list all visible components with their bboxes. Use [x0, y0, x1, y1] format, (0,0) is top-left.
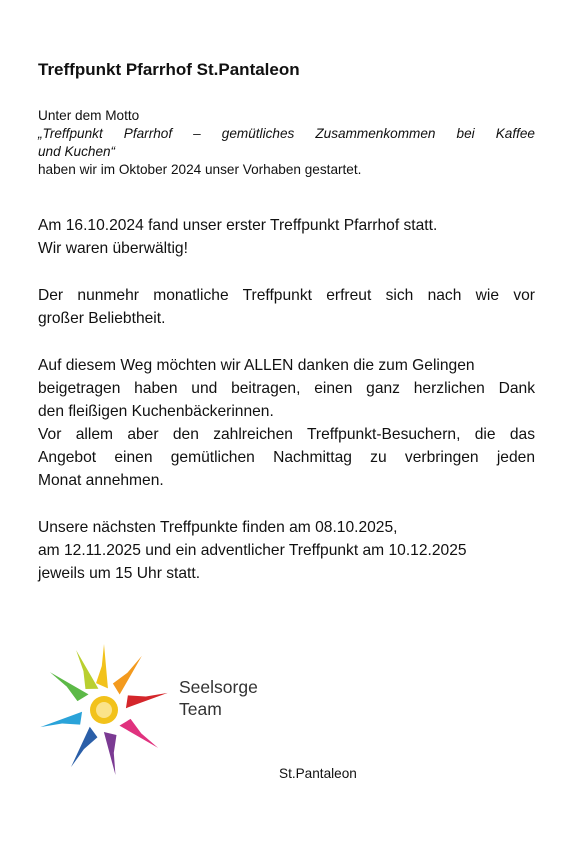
logo-text [179, 676, 258, 720]
logo-text-line: Team [179, 699, 222, 719]
place-name: St.Pantaleon [279, 766, 357, 781]
paragraph-line: Angebot einen gemütlichen Nachmittag zu verbringen jeden [38, 449, 535, 466]
paragraph-first-meeting [38, 214, 535, 260]
paragraph-line: großer Beliebtheit. [38, 310, 166, 327]
paragraph-next-dates [38, 516, 535, 585]
logo-ray [113, 656, 142, 695]
paragraph-line: den fleißigen Kuchenbäckerinnen. [38, 403, 274, 420]
intro-line: haben wir im Oktober 2024 unser Vorhaben gestartet. [38, 162, 362, 177]
paragraph-line: Monat annehmen. [38, 472, 164, 489]
paragraph-line: Vor allem aber den zahlreichen Treffpunkt-Besuchern, die das [38, 426, 535, 443]
paragraph-line: beigetragen haben und beitragen, einen ganz herzlichen Dank [38, 380, 535, 397]
paragraph-line: Wir waren überwältig! [38, 240, 188, 257]
motto-line: „Treffpunkt Pfarrhof – gemütliches Zusammenkommen bei Kaffee [38, 126, 535, 141]
logo-sun-highlight [96, 702, 112, 718]
logo-ray [104, 732, 117, 775]
paragraph-line: jeweils um 15 Uhr statt. [38, 565, 201, 582]
motto-text [38, 125, 535, 161]
paragraph-line: Der nunmehr monatliche Treffpunkt erfreut sich nach wie vor [38, 287, 535, 304]
intro-line: Unter dem Motto [38, 108, 140, 123]
motto-line: und Kuchen“ [38, 144, 116, 159]
seelsorge-team-logo [34, 638, 179, 783]
paragraph-popularity [38, 284, 535, 330]
logo-ray [96, 644, 108, 688]
paragraph-line: Auf diesem Weg möchten wir ALLEN danken die zum Gelingen [38, 357, 475, 374]
paragraph-line: am 12.11.2025 und ein adventlicher Treffpunkt am 10.12.2025 [38, 542, 467, 559]
logo-text-line: Seelsorge [179, 677, 258, 697]
logo-ray [40, 712, 82, 727]
paragraph-thanks [38, 354, 535, 492]
paragraph-line: Unsere nächsten Treffpunkte finden am 08.10.2025, [38, 519, 398, 536]
intro-block [38, 107, 535, 179]
logo-ray [126, 693, 168, 708]
logo-ray [119, 719, 158, 748]
logo-ray [71, 727, 97, 767]
page-title: Treffpunkt Pfarrhof St.Pantaleon [38, 60, 300, 79]
paragraph-line: Am 16.10.2024 fand unser erster Treffpunkt Pfarrhof statt. [38, 217, 438, 234]
logo-ray [76, 650, 98, 689]
logo-ray [50, 672, 89, 701]
